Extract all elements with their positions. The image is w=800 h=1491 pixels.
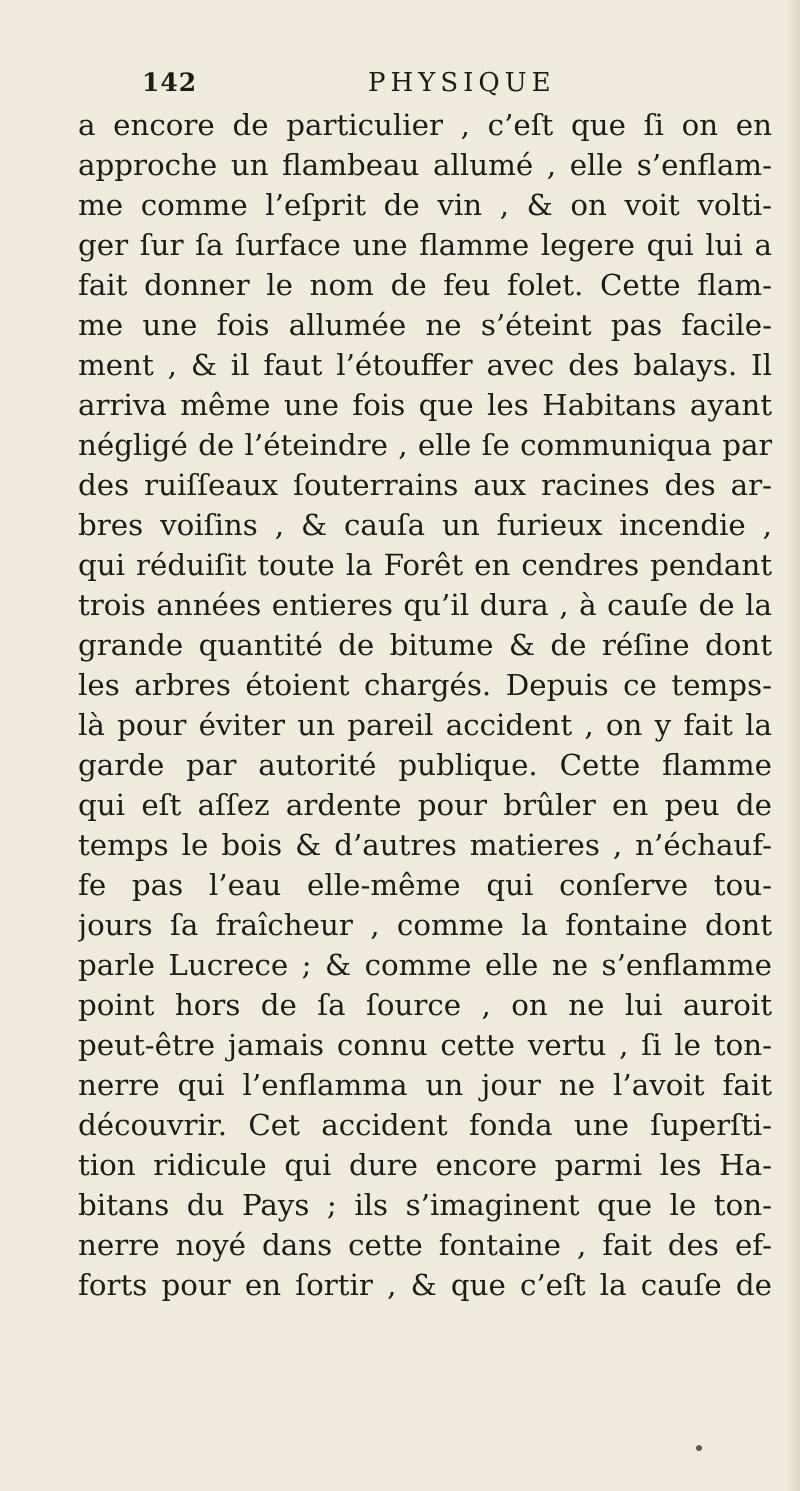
page-number: 142 [142, 68, 198, 97]
text-line: les arbres étoient chargés. Depuis ce temps- [78, 668, 772, 702]
page-edge-shadow [786, 0, 800, 1491]
text-line: ger ſur ſa ſurface une flamme legere qui lui a [78, 228, 772, 262]
text-line: qui réduiſit toute la Forêt en cendres pendant [78, 548, 772, 582]
text-line: trois années entieres qu’il dura , à cauſe de la [78, 588, 772, 622]
text-line: découvrir. Cet accident fonda une ſuperſti- [78, 1108, 772, 1142]
text-line: a encore de particulier , c’eſt que ſi on en [78, 108, 772, 142]
running-title: PHYSIQUE [368, 68, 556, 98]
running-header [142, 68, 642, 102]
text-line: nerre noyé dans cette fontaine , fait des ef- [78, 1228, 772, 1262]
ink-speck [696, 1445, 702, 1451]
text-line: point hors de ſa ſource , on ne lui auroit [78, 988, 772, 1022]
text-line: approche un flambeau allumé , elle s’enflam- [78, 148, 772, 182]
text-line: négligé de l’éteindre , elle ſe communiqua par [78, 428, 772, 462]
text-line: jours ſa fraîcheur , comme la fontaine dont [78, 908, 772, 942]
text-line: fe pas l’eau elle-même qui conſerve tou- [78, 868, 772, 902]
text-line: arriva même une fois que les Habitans ayant [78, 388, 772, 422]
text-line: grande quantité de bitume & de réſine dont [78, 628, 772, 662]
text-line: garde par autorité publique. Cette flamme [78, 748, 772, 782]
text-line: peut-être jamais connu cette vertu , ſi le ton- [78, 1028, 772, 1062]
text-line: bitans du Pays ; ils s’imaginent que le ton- [78, 1188, 772, 1222]
text-line: temps le bois & d’autres matieres , n’échauf- [78, 828, 772, 862]
text-line: bres voiſins , & cauſa un furieux incendie , [78, 508, 772, 542]
text-line: là pour éviter un pareil accident , on y fait la [78, 708, 772, 742]
text-line: parle Lucrece ; & comme elle ne s’enflamme [78, 948, 772, 982]
text-line: me comme l’eſprit de vin , & on voit volti- [78, 188, 772, 222]
text-line: des ruiſſeaux ſouterrains aux racines des ar- [78, 468, 772, 502]
text-line: me une fois allumée ne s’éteint pas facile- [78, 308, 772, 342]
text-line: fait donner le nom de feu folet. Cette flam- [78, 268, 772, 302]
text-line: tion ridicule qui dure encore parmi les Ha- [78, 1148, 772, 1182]
text-line: nerre qui l’enflamma un jour ne l’avoit fait [78, 1068, 772, 1102]
text-line: qui eſt aſſez ardente pour brûler en peu de [78, 788, 772, 822]
body-text [78, 105, 772, 1305]
text-line: forts pour en ſortir , & que c’eſt la cauſe de [78, 1268, 772, 1302]
text-line: ment , & il faut l’étouffer avec des balays. Il [78, 348, 772, 382]
